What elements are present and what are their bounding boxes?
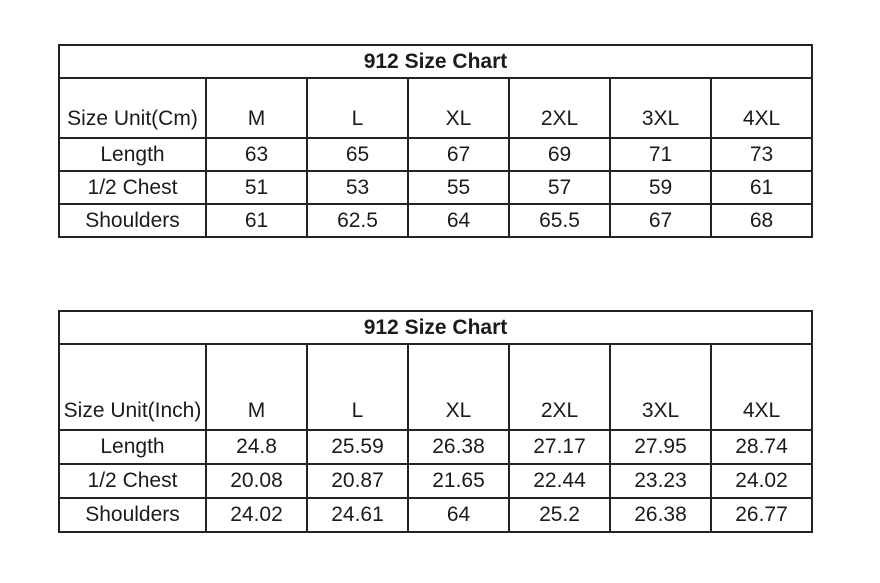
value-cell: 53 (307, 171, 408, 204)
value-cell: 64 (408, 204, 509, 237)
value-cell: 24.02 (206, 498, 307, 532)
table-title: 912 Size Chart (59, 45, 812, 78)
value-cell: 27.95 (610, 430, 711, 464)
value-cell: 59 (610, 171, 711, 204)
value-cell: 64 (408, 498, 509, 532)
value-cell: 51 (206, 171, 307, 204)
row-label-cell: Length (59, 430, 206, 464)
value-cell: 23.23 (610, 464, 711, 498)
table-row (59, 311, 812, 344)
table-row (59, 464, 812, 498)
value-cell: 25.2 (509, 498, 610, 532)
size-chart-table-cm (58, 44, 813, 238)
column-header-cell: 4XL (711, 344, 812, 430)
table-row (59, 344, 812, 430)
size-chart-table-inch (58, 310, 813, 533)
value-cell: 61 (206, 204, 307, 237)
column-header-cell: M (206, 344, 307, 430)
value-cell: 22.44 (509, 464, 610, 498)
value-cell: 67 (408, 138, 509, 171)
value-cell: 62.5 (307, 204, 408, 237)
table-row (59, 171, 812, 204)
table-row (59, 498, 812, 532)
row-label-cell: Shoulders (59, 498, 206, 532)
value-cell: 25.59 (307, 430, 408, 464)
value-cell: 68 (711, 204, 812, 237)
value-cell: 57 (509, 171, 610, 204)
column-header-cell: L (307, 78, 408, 138)
value-cell: 24.61 (307, 498, 408, 532)
column-header-cell: 4XL (711, 78, 812, 138)
column-header-cell: 3XL (610, 344, 711, 430)
row-label-cell: 1/2 Chest (59, 464, 206, 498)
table-title: 912 Size Chart (59, 311, 812, 344)
value-cell: 26.38 (610, 498, 711, 532)
value-cell: 65.5 (509, 204, 610, 237)
value-cell: 26.77 (711, 498, 812, 532)
row-label-cell: Length (59, 138, 206, 171)
value-cell: 67 (610, 204, 711, 237)
unit-header-cell: Size Unit(Inch) (59, 344, 206, 430)
value-cell: 24.02 (711, 464, 812, 498)
value-cell: 73 (711, 138, 812, 171)
column-header-cell: M (206, 78, 307, 138)
value-cell: 21.65 (408, 464, 509, 498)
value-cell: 26.38 (408, 430, 509, 464)
column-header-cell: L (307, 344, 408, 430)
value-cell: 71 (610, 138, 711, 171)
table-row (59, 138, 812, 171)
table-row (59, 78, 812, 138)
value-cell: 69 (509, 138, 610, 171)
value-cell: 63 (206, 138, 307, 171)
column-header-cell: 2XL (509, 344, 610, 430)
value-cell: 24.8 (206, 430, 307, 464)
value-cell: 28.74 (711, 430, 812, 464)
value-cell: 61 (711, 171, 812, 204)
table-row (59, 45, 812, 78)
column-header-cell: XL (408, 78, 509, 138)
column-header-cell: 3XL (610, 78, 711, 138)
value-cell: 20.08 (206, 464, 307, 498)
row-label-cell: 1/2 Chest (59, 171, 206, 204)
column-header-cell: XL (408, 344, 509, 430)
row-label-cell: Shoulders (59, 204, 206, 237)
value-cell: 20.87 (307, 464, 408, 498)
value-cell: 55 (408, 171, 509, 204)
table-row (59, 204, 812, 237)
value-cell: 27.17 (509, 430, 610, 464)
table-row (59, 430, 812, 464)
column-header-cell: 2XL (509, 78, 610, 138)
value-cell: 65 (307, 138, 408, 171)
unit-header-cell: Size Unit(Cm) (59, 78, 206, 138)
